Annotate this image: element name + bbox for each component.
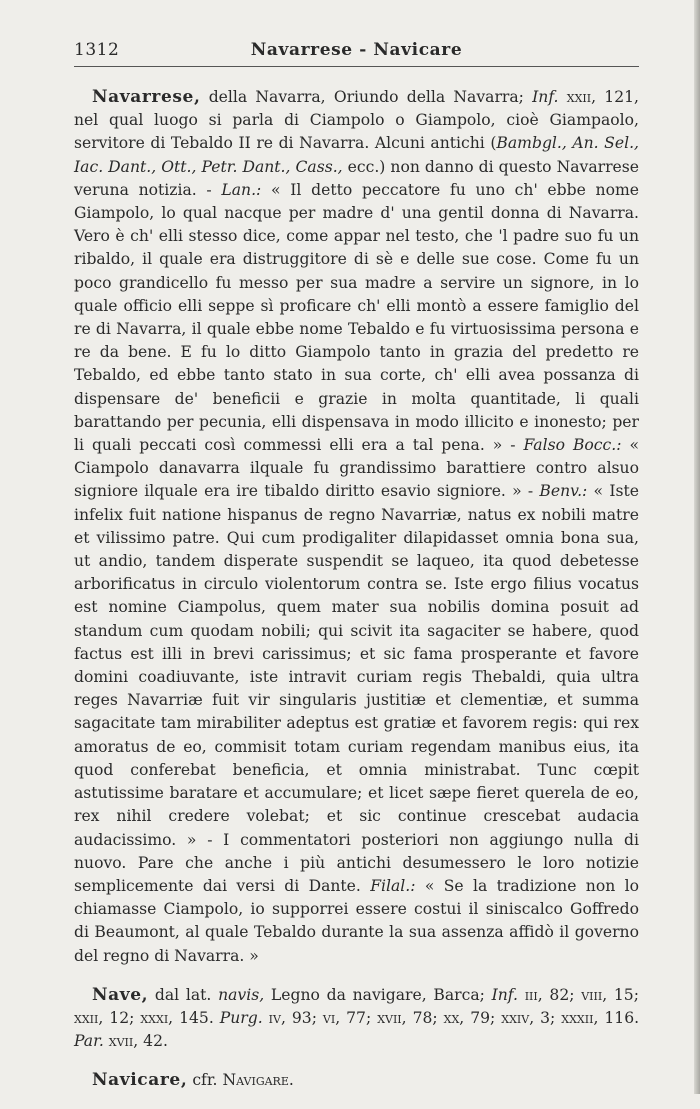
entry-body [74,986,639,1050]
body-text: , 77; [335,1008,378,1027]
body-text: , 79; [459,1008,502,1027]
citation-italic: Falso Bocc.: [523,436,622,455]
dictionary-entries [74,86,639,1109]
body-text: , 12; [98,1008,141,1027]
body-text: « Iste infelix fuit natione hispanus de regno Navarriæ, natus ex nobili matre et vilissimo patre. Qui cum prodigaliter dilapidasset omnia bona sua, ut andio, tandem disperate suspendit se laqueo, ita quod debetesse arborificatus in circulo violentorum contra se. Iste ergo filius vocatus est nomine Ciampolus, quem mater sua nobilis domina posuit ad standum cum quodam nobili; qui scivit ita sagaciter se habere, quod factus est illi in brevi carissimus; et sic fama prosperante et favore domini coadiuvante, iste intravit curiam regis Thebaldi, quia ultra reges Navarriæ fuit vir singularis justitiæ et clementiæ, et summa sagacitate tam mirabiliter adeptus est gratiæ et favorem regis: qui rex amoratus de eo, commisit totam curiam regendam manibus eius, ita quod conferebat beneficia, et omnia ministrabat. Tunc cœpit astutissime baratare et accumulare; et licet sæpe fieret querela de eo, rex nihil credere volebat; et sic continue crescebat audacia audacissimo. » - I commentatori posteriori non aggiungo nulla di nuovo. Pare che anche i più antichi desumessero le loro notizie semplicemente dai versi di Dante. [74,482,639,895]
citation-numeral: Navigare [222,1071,289,1090]
body-text: , 121, nel qual luogo si parla di Ciampolo o Giampolo, cioè Giampaolo, servitore di Tebaldo II re di Navarra. Alcuni antichi ( [74,88,640,153]
body-text: , 78; [401,1008,444,1027]
body-text: « Se la tradizione non lo chiamasse Ciampolo, io supporrei essere costui il siniscalco Goffredo di Beaumont, al quale Tebaldo durante la sua assenza affidò il governo del regno di Navarra. » [74,876,639,965]
entry-body [187,1071,293,1089]
citation-numeral: vi [322,1008,336,1027]
body-text: dal lat. [148,985,219,1004]
header-rule [74,66,639,67]
citation-numeral: iv [262,1008,281,1027]
citation-numeral: xvii [103,1032,134,1051]
entry-navarrese [74,86,639,968]
body-text: , 82; [537,985,582,1004]
body-text: . [288,1071,294,1090]
body-text: , 93; [280,1008,323,1027]
body-text: ecc.) non danno di questo Navarrese veruna notizia. - [74,157,639,199]
citation-numeral: xxiv [501,1008,530,1027]
citation-italic: Lan.: [221,180,262,199]
citation-italic: Filal.: [370,876,416,895]
citation-numeral: xxxii [561,1008,594,1027]
running-head: Navarrese - Navicare [250,40,463,60]
entry-body [74,88,639,965]
body-text: , 145. [168,1008,220,1027]
body-text: « Il detto peccatore fu uno ch' ebbe nome Giampolo, lo qual nacque per madre d' una gentil donna di Navarra. Vero è ch' elli stesso dice, come appar nel testo, che 'l padre suo fu un ribaldo, il quale era distruggitore di sè e delle sue cose. Come fu un poco grandicello fu messo per sua madre a servire un signore, in lo quale officio elli seppe sì proficare ch' elli montò a essere famiglio del re di Navarra, il quale ebbe nome Tebaldo e fu virtuosissima persona e re da bene. E fu lo ditto Giampolo tanto in grazia del predetto re Tebaldo, ed ebbe tanto stato in sua corte, ch' elli avea possanza di dispensare de' beneficii e grazie in molta quantitade, li quali barattando per pecunia, elli dispensava in modo illicito e inonesto; per li quali peccati così commessi elli era a tal pena. » - [74,180,640,455]
citation-numeral: xxxi [140,1008,169,1027]
citation-numeral: viii [581,985,603,1004]
body-text: , 15; [602,985,639,1004]
entry-nave [74,984,639,1054]
citation-italic: Benv.: [539,482,588,501]
body-text: della Navarra, Oriundo della Navarra; [200,88,533,106]
citation-italic: navis, [218,985,265,1004]
citation-numeral: xxii [74,1008,99,1027]
citation-numeral: iii [518,985,538,1004]
page-header [74,36,639,66]
body-text: , 3; [529,1008,562,1027]
citation-numeral: xx [443,1008,460,1027]
body-text: , 42. [133,1032,168,1051]
page-number: 1312 [74,40,120,60]
citation-numeral: xxii [558,88,592,106]
page-edge-shadow [694,0,700,1094]
entry-lemma: Nave, [92,984,149,1005]
citation-italic: Par. [74,1032,104,1051]
citation-italic: Inf. [532,88,559,106]
body-text: , 116. [593,1008,640,1027]
citation-italic: Purg. [219,1008,263,1027]
entry-navicare [74,1069,639,1092]
body-text: cfr. [187,1071,223,1090]
citation-numeral: xvii [377,1008,402,1027]
body-text: Legno da navigare, Barca; [264,985,492,1004]
body-text: « Ciampolo danavarra ilquale fu grandissimo barattiere contro alsuo signiore ilquale era ire tibaldo diritto esavio signiore. » - [74,436,639,501]
citation-italic: Inf. [491,985,518,1004]
citation-italic: Bambgl., An. Sel., Iac. Dant., Ott., Petr. Dant., Cass., [74,134,639,176]
entry-lemma: Navarrese, [92,87,201,107]
entry-lemma: Navicare, [92,1070,188,1091]
